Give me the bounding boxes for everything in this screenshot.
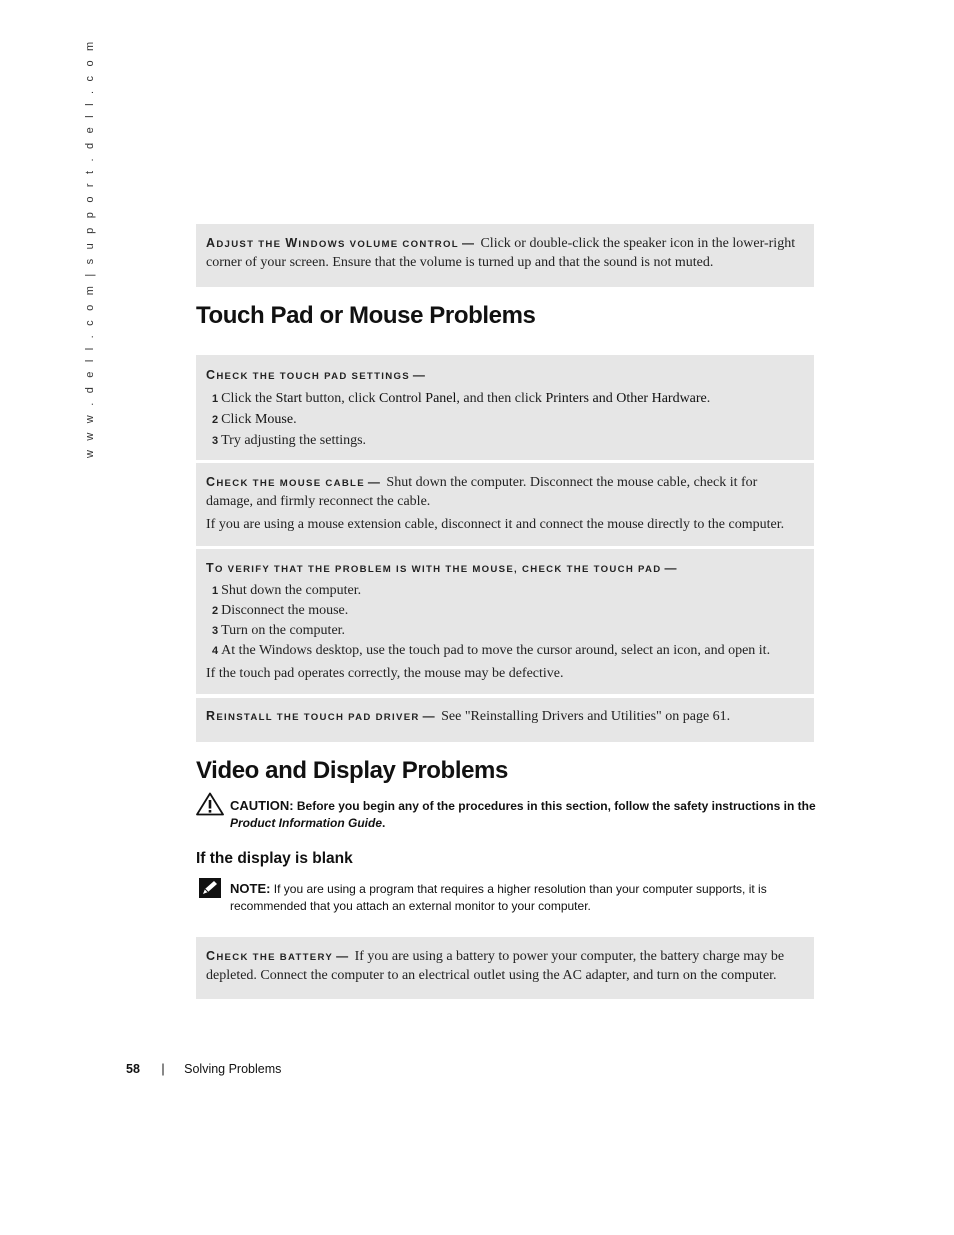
footer-separator: | bbox=[161, 1062, 165, 1076]
caution-icon bbox=[196, 792, 224, 816]
caution-notice: CAUTION: Before you begin any of the procedures in this section, follow the safety instructions in the Product Information Guide. bbox=[230, 798, 816, 830]
step-item: 1 Click the Start button, click Control Panel, and then click Printers and Other Hardware. bbox=[212, 391, 711, 406]
section-title-video: Video and Display Problems bbox=[196, 757, 508, 784]
tip-box-mouse-cable: CHECK THE MOUSE CABLE — Shut down the computer. Disconnect the mouse cable, check it for damage, and firmly reconnect the cable. If you are using a mouse extension cable, disconnect it and connect the mouse directly to the computer. bbox=[196, 463, 814, 546]
tip-box-verify-mouse: TO VERIFY THAT THE PROBLEM IS WITH THE MOUSE, CHECK THE TOUCH PAD — 1 Shut down the computer. 2 Disconnect the mouse. 3 Turn on the computer. 4 At the Windows desktop, use the touch pad to move the cursor around, select an icon, and open it. If the touch pad operates correctly, the mouse may be defective. bbox=[196, 549, 814, 694]
tip-box-reinstall-driver: REINSTALL THE TOUCH PAD DRIVER — See "Reinstalling Drivers and Utilities" on page 61. bbox=[196, 698, 814, 742]
tip-heading: ADJUST THE WINDOWS VOLUME CONTROL bbox=[206, 236, 459, 250]
tip-paragraph: If the touch pad operates correctly, the mouse may be defective. bbox=[206, 666, 564, 681]
step-item: 3 Turn on the computer. bbox=[212, 623, 346, 638]
step-item: 2 Click Mouse. bbox=[212, 412, 297, 427]
tip-paragraph: If you are using a mouse extension cable, disconnect it and connect the mouse directly to the computer. bbox=[206, 517, 785, 532]
step-item: 1 Shut down the computer. bbox=[212, 583, 362, 598]
tip-heading: REINSTALL THE TOUCH PAD DRIVER bbox=[206, 709, 420, 723]
step-item: 4 At the Windows desktop, use the touch pad to move the cursor around, select an icon, and open it. bbox=[212, 643, 771, 658]
tip-heading: CHECK THE BATTERY bbox=[206, 949, 334, 963]
tip-box-windows-volume: ADJUST THE WINDOWS VOLUME CONTROL — Click or double-click the speaker icon in the lower-right corner of your screen. Ensure that the volume is turned up and that the sound is not muted. bbox=[196, 224, 814, 287]
tip-box-touchpad-settings: CHECK THE TOUCH PAD SETTINGS — 1 Click the Start button, click Control Panel, and then click Printers and Other Hardware. 2 Click Mouse. 3 Try adjusting the settings. bbox=[196, 355, 814, 460]
note-notice: NOTE: If you are using a program that requires a higher resolution than your computer supports, it is recommended that you attach an external monitor to your computer. bbox=[230, 881, 767, 913]
note-icon bbox=[199, 878, 221, 898]
tip-box-battery: CHECK THE BATTERY — If you are using a battery to power your computer, the battery charge may be depleted. Connect the computer to an electrical outlet using the AC adapter, and turn on the computer. bbox=[196, 937, 814, 999]
subsection-title: If the display is blank bbox=[196, 850, 353, 867]
footer-section: Solving Problems bbox=[184, 1062, 282, 1076]
step-item: 2 Disconnect the mouse. bbox=[212, 603, 349, 618]
tip-heading: CHECK THE TOUCH PAD SETTINGS bbox=[206, 368, 410, 382]
side-url: w w w . d e l l . c o m | s u p p o r t . d e l l . c o m bbox=[84, 38, 96, 458]
step-item: 3 Try adjusting the settings. bbox=[212, 433, 367, 448]
section-title-touchpad: Touch Pad or Mouse Problems bbox=[196, 302, 536, 329]
page-footer bbox=[126, 1062, 281, 1076]
tip-heading: TO VERIFY THAT THE PROBLEM IS WITH THE MOUSE, CHECK THE TOUCH PAD bbox=[206, 561, 662, 575]
tip-heading: CHECK THE MOUSE CABLE bbox=[206, 475, 365, 489]
tip-text: Click or double-click the speaker icon in the lower-right corner of your screen. Ensure that the volume is turned up and that the sound is not muted. bbox=[206, 236, 796, 270]
page-number: 58 bbox=[126, 1062, 140, 1076]
